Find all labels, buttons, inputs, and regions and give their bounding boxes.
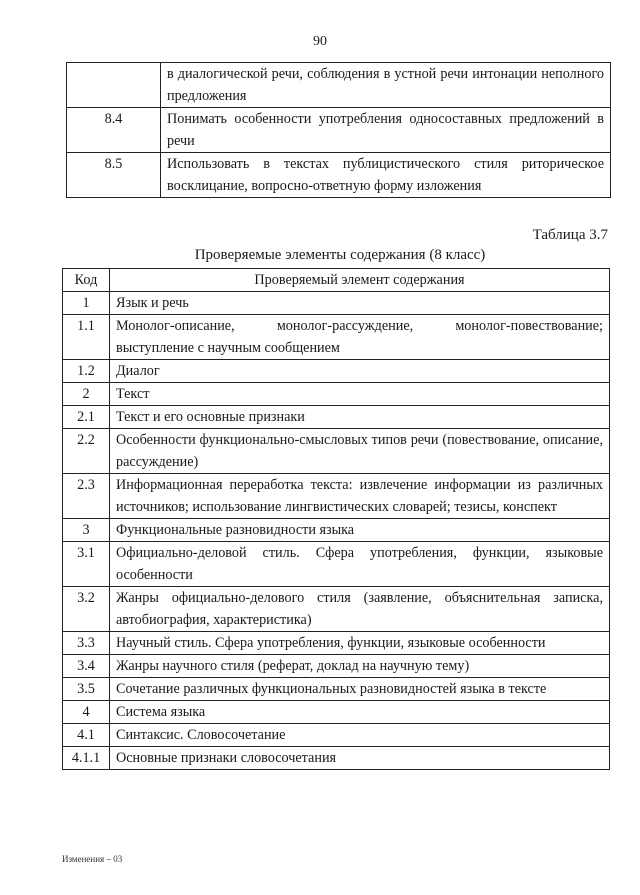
row-text: Синтаксис. Словосочетание bbox=[110, 724, 610, 747]
table-row bbox=[63, 360, 610, 383]
row-code: 8.5 bbox=[67, 153, 161, 198]
row-code: 2 bbox=[63, 383, 110, 406]
row-code: 3.1 bbox=[63, 542, 110, 587]
table-row bbox=[63, 655, 610, 678]
page-number: 90 bbox=[313, 34, 327, 49]
header-element: Проверяемый элемент содержания bbox=[110, 269, 610, 292]
row-code: 3 bbox=[63, 519, 110, 542]
table-row bbox=[63, 587, 610, 632]
row-code: 3.2 bbox=[63, 587, 110, 632]
table-caption: Проверяемые элементы содержания (8 класс) bbox=[194, 247, 486, 263]
row-code: 1 bbox=[63, 292, 110, 315]
row-text: Язык и речь bbox=[110, 292, 610, 315]
table-row bbox=[67, 63, 611, 108]
row-text: Особенности функционально-смысловых типов речи (повествование, описание, рассуждение) bbox=[110, 429, 610, 474]
table-row bbox=[63, 429, 610, 474]
table-row bbox=[67, 153, 611, 198]
row-text: Понимать особенности употребления односоставных предложений в речи bbox=[161, 108, 611, 153]
table-row bbox=[63, 406, 610, 429]
row-code: 4 bbox=[63, 701, 110, 724]
table-row bbox=[63, 678, 610, 701]
row-text: Официально-деловой стиль. Сфера употребления, функции, языковые особенности bbox=[110, 542, 610, 587]
row-code: 2.2 bbox=[63, 429, 110, 474]
table-row bbox=[63, 701, 610, 724]
table-row bbox=[63, 542, 610, 587]
table-row bbox=[63, 292, 610, 315]
row-text: Жанры официально-делового стиля (заявление, объяснительная записка, автобиография, характеристика) bbox=[110, 587, 610, 632]
row-text: в диалогической речи, соблюдения в устной речи интонации неполного предложения bbox=[161, 63, 611, 108]
continuation-table bbox=[66, 62, 611, 198]
row-text: Сочетание различных функциональных разновидностей языка в тексте bbox=[110, 678, 610, 701]
table-number: Таблица 3.7 bbox=[532, 227, 608, 243]
row-text: Текст и его основные признаки bbox=[110, 406, 610, 429]
content-elements-table bbox=[62, 268, 610, 770]
table-row bbox=[63, 747, 610, 770]
row-text: Использовать в текстах публицистического стиля риторическое восклицание, вопросно-ответную форму изложения bbox=[161, 153, 611, 198]
row-code: 4.1.1 bbox=[63, 747, 110, 770]
row-code: 3.4 bbox=[63, 655, 110, 678]
row-text: Жанры научного стиля (реферат, доклад на научную тему) bbox=[110, 655, 610, 678]
row-text: Система языка bbox=[110, 701, 610, 724]
row-code: 8.4 bbox=[67, 108, 161, 153]
table-row bbox=[63, 315, 610, 360]
row-text: Научный стиль. Сфера употребления, функции, языковые особенности bbox=[110, 632, 610, 655]
row-code: 3.3 bbox=[63, 632, 110, 655]
row-code: 4.1 bbox=[63, 724, 110, 747]
table-row bbox=[63, 519, 610, 542]
table-header-row bbox=[63, 269, 610, 292]
row-text: Монолог-описание, монолог-рассуждение, монолог-повествование; выступление с научным сообщением bbox=[110, 315, 610, 360]
row-text: Основные признаки словосочетания bbox=[110, 747, 610, 770]
row-code bbox=[67, 63, 161, 108]
footer-revision: Изменения – 03 bbox=[62, 854, 123, 864]
row-code: 2.3 bbox=[63, 474, 110, 519]
table-row bbox=[63, 724, 610, 747]
row-text: Информационная переработка текста: извлечение информации из различных источников; использование лингвистических словарей; тезисы, конспект bbox=[110, 474, 610, 519]
row-text: Диалог bbox=[110, 360, 610, 383]
table-row bbox=[63, 383, 610, 406]
table-row bbox=[63, 632, 610, 655]
header-code: Код bbox=[63, 269, 110, 292]
table-row bbox=[67, 108, 611, 153]
table-row bbox=[63, 474, 610, 519]
row-text: Функциональные разновидности языка bbox=[110, 519, 610, 542]
row-code: 1.1 bbox=[63, 315, 110, 360]
row-text: Текст bbox=[110, 383, 610, 406]
row-code: 2.1 bbox=[63, 406, 110, 429]
row-code: 3.5 bbox=[63, 678, 110, 701]
row-code: 1.2 bbox=[63, 360, 110, 383]
